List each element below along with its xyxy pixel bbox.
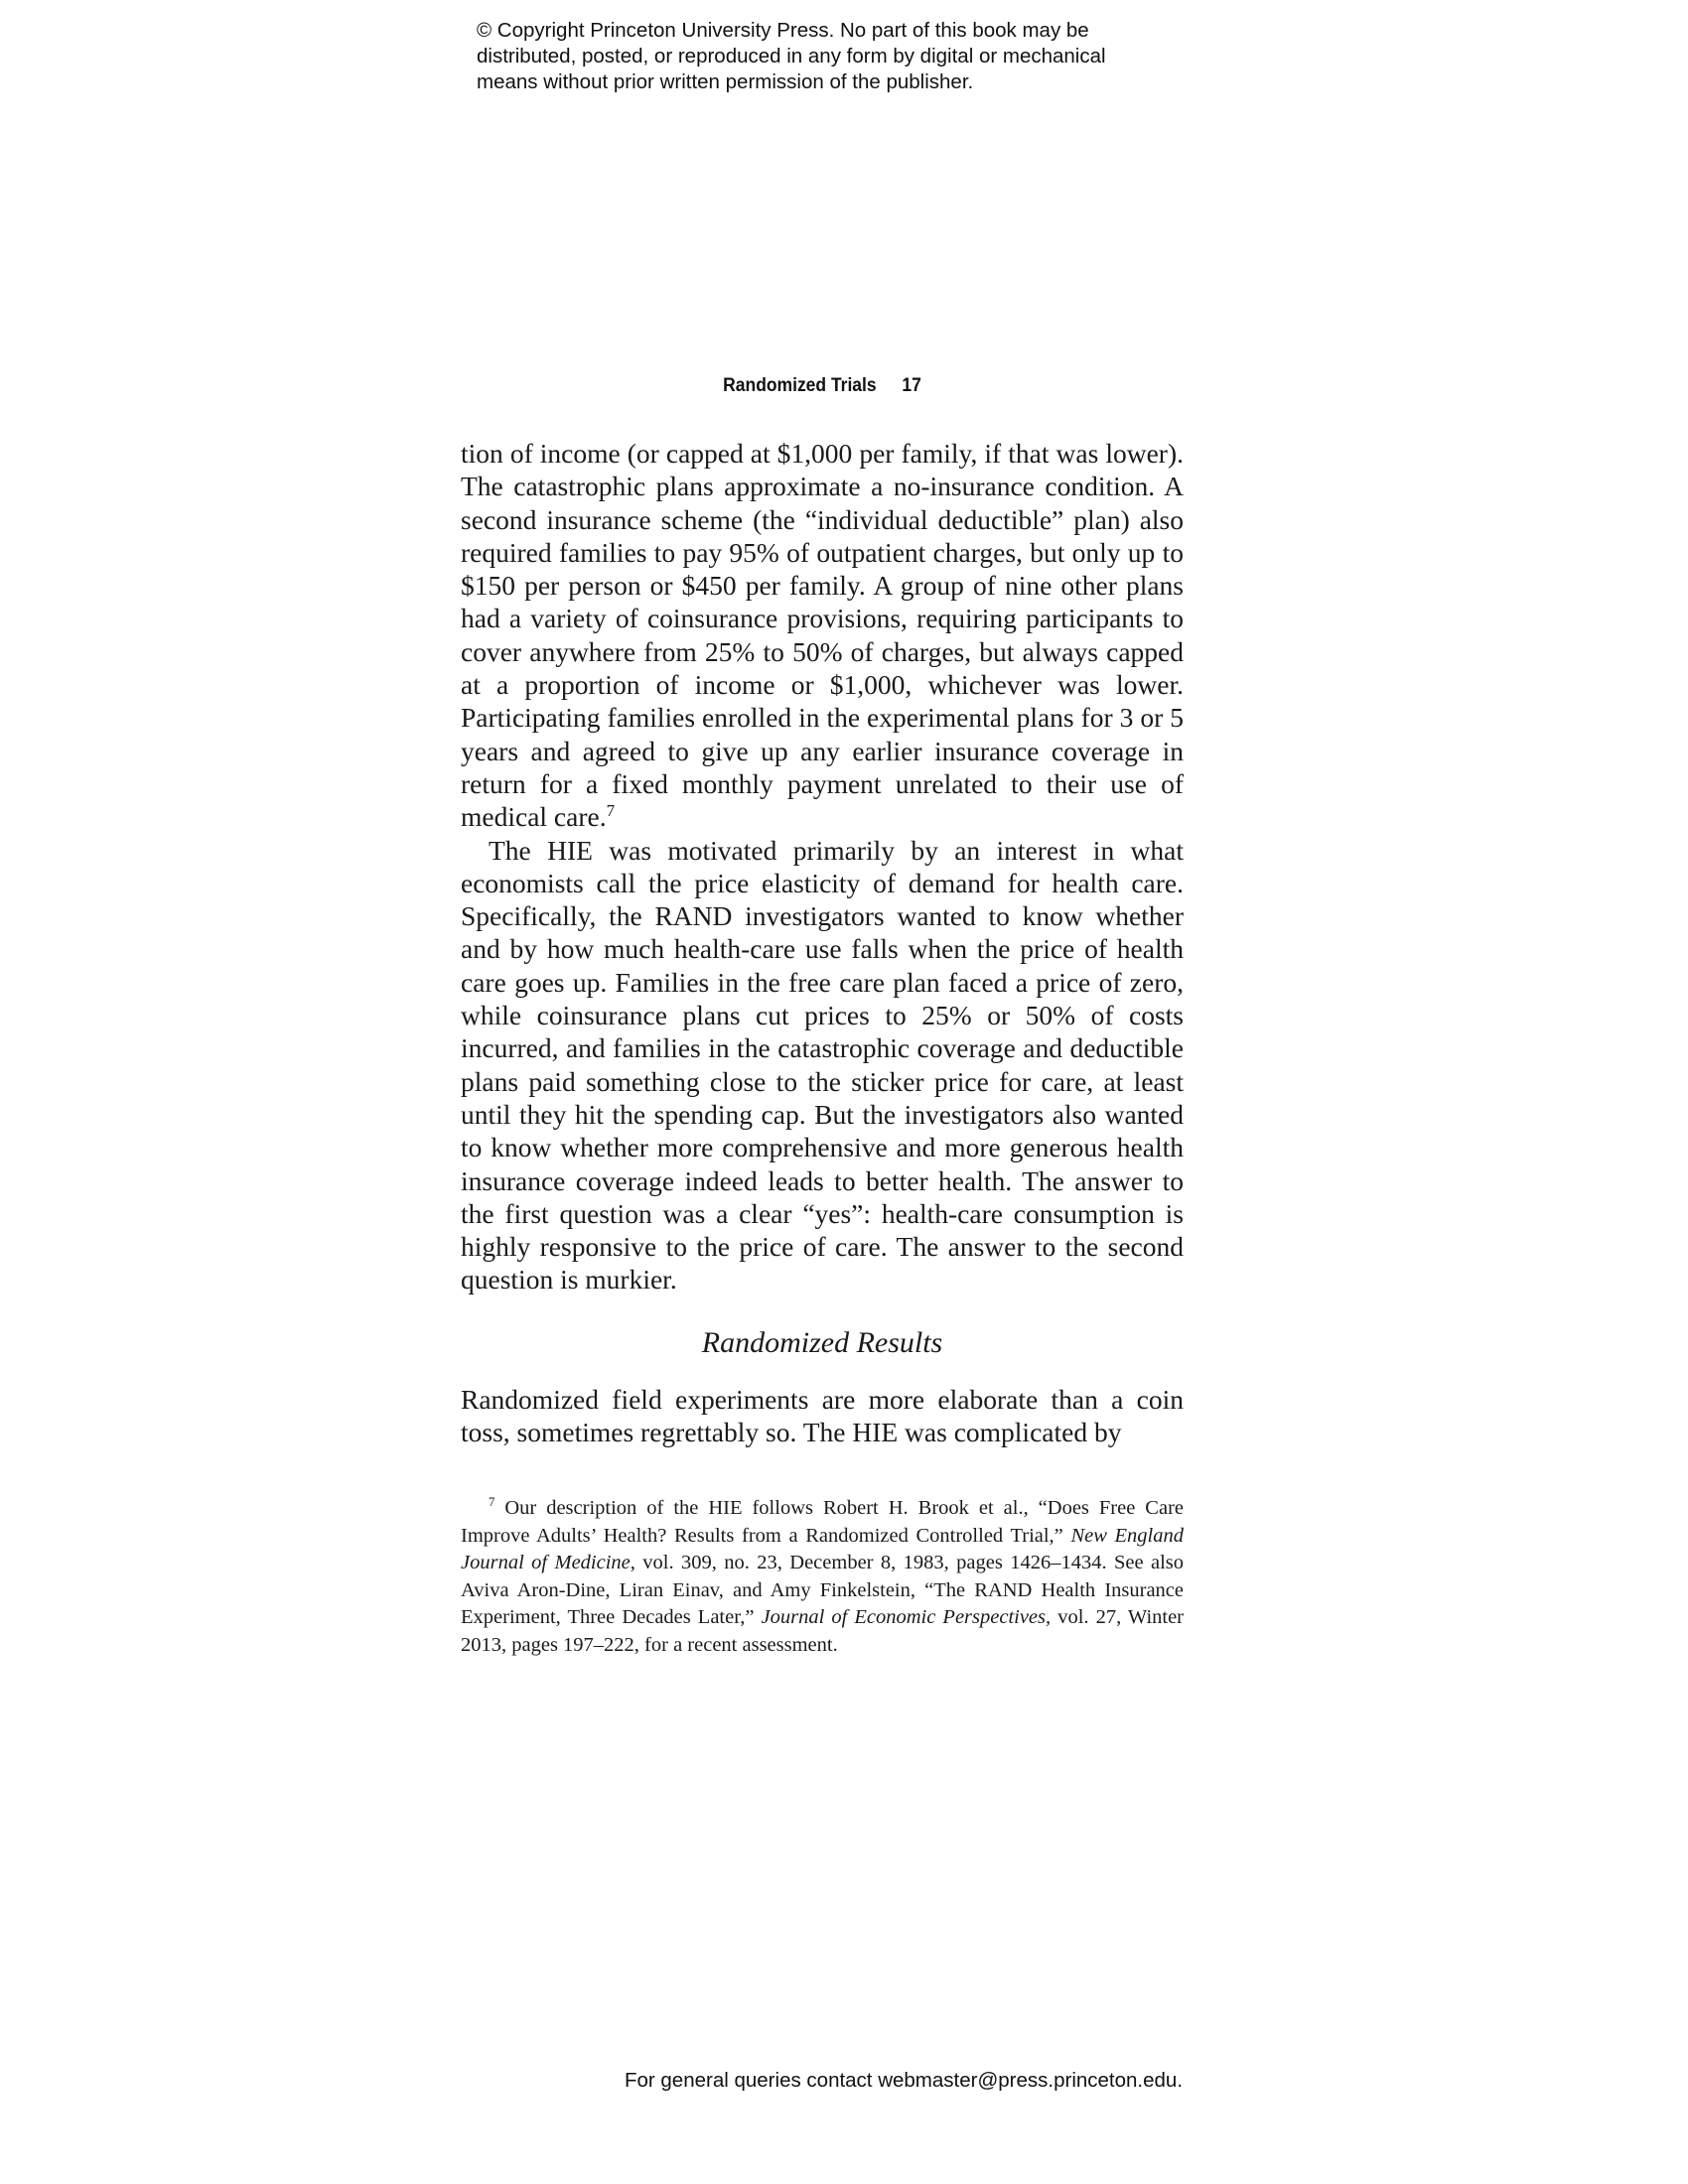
paragraph-1-text: tion of income (or capped at $1,000 per family, if that was lower). The catastrophic plans approximate a no-insurance condition. A second insurance scheme (the “individual deductible” plan) also required families to pay 95% of outpatient charges, but only up to $150 per person or $450 per family. A group of nine other plans had a variety of coinsurance provisions, requiring participants to cover anywhere from 25% to 50% of charges, but always capped at a proportion of income or $1,000, whichever was lower. Participating families enrolled in the experimental plans for 3 or 5 years and agreed to give up any earlier insurance coverage in return for a fixed monthly payment unrelated to their use of medical care. <box>461 438 1184 833</box>
footnote-number: 7 <box>489 1495 495 1510</box>
copyright-line-3: means without prior written permission of the publisher. <box>477 70 974 93</box>
paragraph-2: The HIE was motivated primarily by an interest in what economists call the price elasticity of demand for health care. Specifically, the RAND investigators wanted to know whether and by how much health-care use falls when the price of health care goes up. Families in the free care plan faced a price of zero, while coinsurance plans cut prices to 25% or 50% of costs incurred, and families in the catastrophic coverage and deductible plans paid something close to the sticker price for care, at least until they hit the spending cap. But the investigators also wanted to know whether more comprehensive and more generous health insurance coverage indeed leads to better health. The answer to the first question was a clear “yes”: health-care consumption is highly responsive to the price of care. The answer to the second question is murkier. <box>461 834 1184 1296</box>
section-heading: Randomized Results <box>701 1326 943 1359</box>
section-body-text <box>461 1383 1184 1449</box>
page-number: 17 <box>902 375 921 396</box>
running-head-title: Randomized Trials <box>723 375 877 396</box>
footnote-journal-2: Journal of Economic Perspectives, <box>761 1606 1052 1628</box>
footnote-text-2: , vol. 309, no. 23, December 8, 1983, pages 1426–1434. See also Aviva Aron-Dine, Liran Einav, and Amy Finkelstein, “The RAND Health Insurance Experiment, Three Decades Later,” <box>461 1552 1185 1628</box>
copyright-line-2: distributed, posted, or reproduced in any form by digital or mechanical <box>477 45 1106 68</box>
footnote-7 <box>461 1495 1184 1659</box>
footnote-reference[interactable]: 7 <box>606 801 616 821</box>
running-head <box>490 375 1155 397</box>
paragraph-1 <box>461 437 1184 834</box>
footnote-journal-1: New England Journal of Medicine <box>461 1524 1184 1573</box>
body-text <box>461 437 1184 1297</box>
footnote-text-3: vol. 27, Winter 2013, pages 197–222, for a recent assessment. <box>461 1606 1185 1656</box>
copyright-notice <box>477 18 1192 95</box>
footnote-text-1: Our description of the HIE follows Robert H. Brook et al., “Does Free Care Improve Adults’ Health? Results from a Randomized Controlled Trial,” <box>461 1497 1184 1547</box>
footnote <box>461 1495 1184 1659</box>
copyright-line-1: © Copyright Princeton University Press. No part of this book may be <box>477 19 1089 42</box>
contact-note: For general queries contact webmaster@press.princeton.edu. <box>624 2069 1184 2092</box>
section-paragraph-1: Randomized field experiments are more elaborate than a coin toss, sometimes regrettably so. The HIE was complicated by <box>461 1384 1184 1448</box>
